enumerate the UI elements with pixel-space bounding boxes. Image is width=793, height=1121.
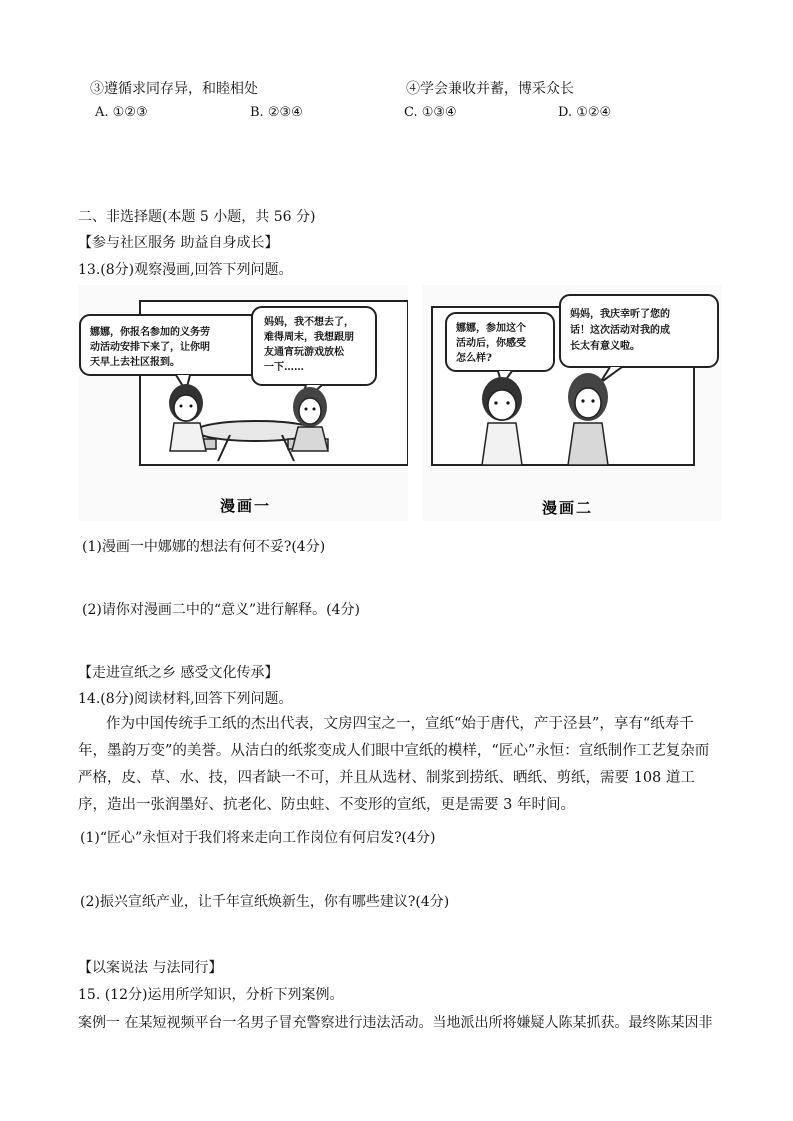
comic1-right-line-4: 一下…… (264, 362, 304, 373)
choice-b: B. ②③④ (250, 105, 303, 120)
question-13-sub-1: (1)漫画一中娜娜的想法有何不妥?(4分) (82, 539, 326, 555)
question-14-material: 作为中国传统手工纸的杰出代表，文房四宝之一，宣纸“始于唐代，产于泾县”，享有“纸寿千年，墨韵万变”的美誉。从洁白的纸浆变成人们眼中宣纸的模样，“匠心”永恒：宣纸制作工艺复杂而严格，皮、草、水、技，四者缺一不可，并且从选材、制浆到捞纸、晒纸、剪纸，需要 108 道工序，造出一张润墨好、抗老化、防虫蛀、不变形的宣纸，更是需要 3 年时间。 (78, 716, 710, 813)
question-13-sub-2: (2)请你对漫画二中的“意义”进行解释。(4分) (82, 602, 360, 618)
comic2-caption: 漫画二 (542, 499, 594, 517)
comic1-caption: 漫画一 (220, 497, 272, 515)
comic-panel-1 (78, 285, 408, 521)
option-item-4: ④学会兼收并蓄，博采众长 (406, 81, 574, 97)
theme-heading-3: 【以案说法 与法同行】 (78, 960, 223, 976)
question-15-stem: 15. (12分)运用所学知识，分析下列案例。 (78, 987, 344, 1003)
question-14-sub-2: (2)振兴宣纸产业，让千年宣纸焕新生，你有哪些建议?(4分) (80, 894, 450, 910)
comic2-right-line-2: 话！这次活动对我的成 (570, 325, 670, 336)
theme-heading-1: 【参与社区服务 助益自身成长】 (78, 235, 279, 251)
comic1-right-line-3: 友通宵玩游戏放松 (264, 347, 344, 358)
choice-c: C. ①③④ (404, 105, 457, 120)
question-14-sub-1: (1)“匠心”永恒对于我们将来走向工作岗位有何启发?(4分) (80, 830, 436, 846)
option-item-3: ③遵循求同存异，和睦相处 (90, 81, 258, 97)
comic2-left-line-3: 怎么样? (456, 353, 492, 364)
comic-panel-2 (422, 285, 722, 521)
theme-heading-2: 【走进宣纸之乡 感受文化传承】 (78, 665, 279, 681)
question-14-stem: 14.(8分)阅读材料,回答下列问题。 (78, 691, 293, 707)
comic2-left-line-1: 娜娜，参加这个 (456, 323, 526, 334)
comic1-left-line-2: 动活动安排下来了，让你明 (90, 342, 210, 353)
choice-d: D. ①②④ (558, 105, 612, 120)
comic2-left-line-2: 活动后，你感受 (456, 338, 526, 349)
question-15-case-1: 案例一 在某短视频平台一名男子冒充警察进行违法活动。当地派出所将嫌疑人陈某抓获。最终陈某因非 (78, 1015, 713, 1031)
comic2-right-line-1: 妈妈，我庆幸听了您的 (570, 309, 670, 320)
comic1-right-line-2: 难得周末，我想跟朋 (264, 332, 354, 343)
section-heading: 二、非选择题(本题 5 小题，共 56 分) (78, 209, 316, 225)
question-13-stem: 13.(8分)观察漫画,回答下列问题。 (78, 262, 293, 278)
comic1-right-line-1: 妈妈，我不想去了， (264, 317, 354, 328)
comic1-left-line-3: 天早上去社区报到。 (90, 357, 180, 368)
choice-a: A. ①②③ (95, 105, 148, 120)
comic1-left-line-1: 娜娜，你报名参加的义务劳 (90, 327, 210, 338)
comic2-right-line-3: 长太有意义啦。 (570, 341, 640, 352)
daughter-figure-icon (292, 387, 328, 451)
